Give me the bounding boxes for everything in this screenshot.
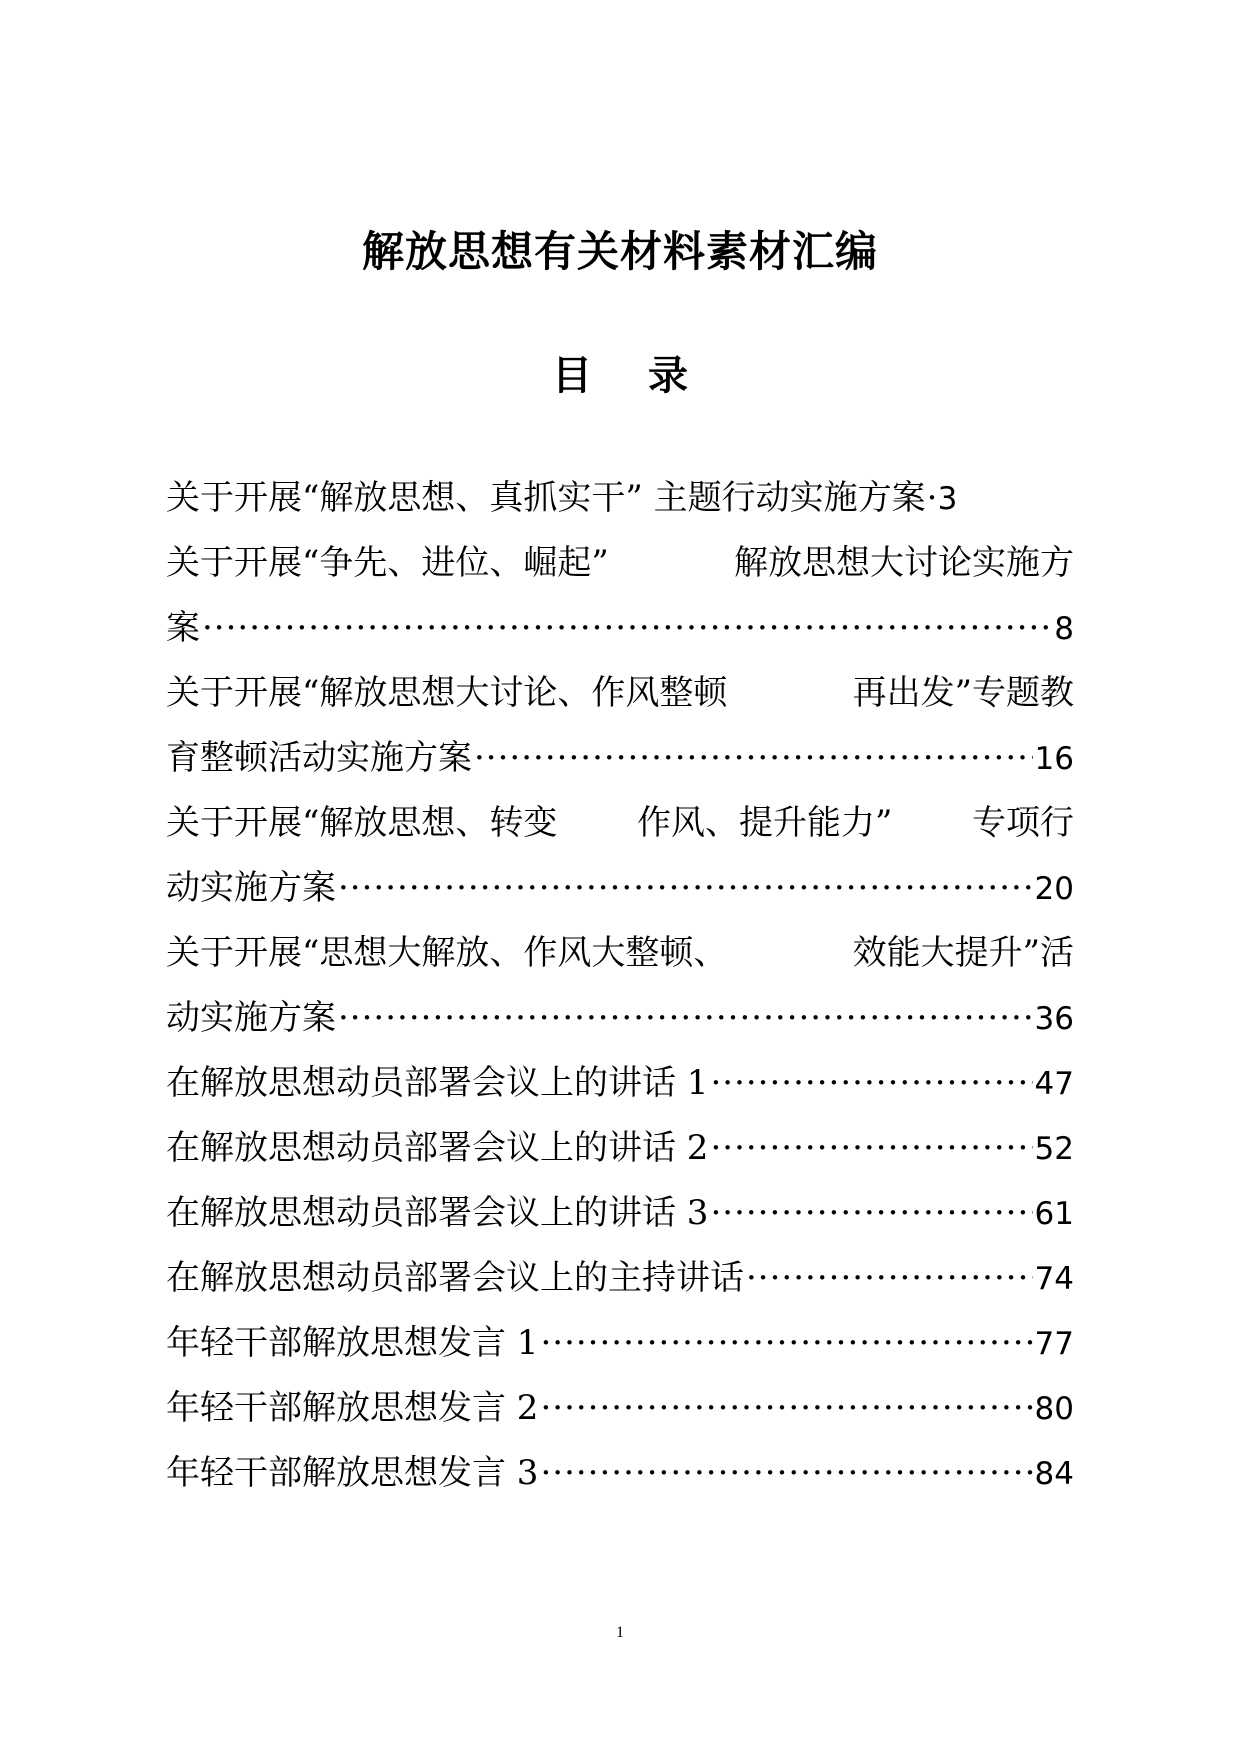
dot-leader: [927, 466, 937, 531]
toc-entry-page: 84: [1034, 1456, 1074, 1492]
toc-entry-page: 16: [1034, 741, 1074, 777]
toc-entry-page: 77: [1034, 1326, 1074, 1362]
toc-entry-title-part: 专项行: [972, 803, 1074, 843]
toc-entry-page: 36: [1034, 1001, 1074, 1037]
toc-entry-3[interactable]: [166, 661, 1074, 726]
dot-leader: [540, 1376, 1032, 1441]
toc-entry-title-part: 关于开展“思想大解放、作风大整顿、: [166, 933, 728, 973]
dot-leader: [338, 986, 1033, 1051]
toc-entry-1[interactable]: [166, 466, 1074, 531]
toc-entry-4[interactable]: [166, 791, 1074, 856]
toc-entry-7[interactable]: [166, 1116, 1074, 1181]
toc-entry-page: 47: [1034, 1066, 1074, 1102]
dot-leader: [202, 596, 1052, 661]
toc-entry-page: 74: [1034, 1261, 1074, 1297]
toc-entry-title: 在解放思想动员部署会议上的讲话 1: [166, 1063, 709, 1103]
dot-leader: [338, 856, 1033, 921]
toc-entry-2[interactable]: [166, 531, 1074, 596]
toc-entry-title-part: 再出发”专题教: [852, 673, 1074, 713]
toc-entry-page: 20: [1034, 871, 1074, 907]
toc-entry-12[interactable]: [166, 1441, 1074, 1506]
toc-entry-page: 52: [1034, 1131, 1074, 1167]
dot-leader: [746, 1246, 1033, 1311]
toc-entry-title: 年轻干部解放思想发言 1: [166, 1323, 539, 1363]
toc-entry-11[interactable]: [166, 1376, 1074, 1441]
toc-entry-page: 80: [1034, 1391, 1074, 1427]
toc-entry-10[interactable]: [166, 1311, 1074, 1376]
toc-entry-page: 3: [937, 481, 958, 517]
dot-leader: [474, 726, 1033, 791]
toc-entry-3-continued[interactable]: [166, 726, 1074, 791]
toc-entry-9[interactable]: [166, 1246, 1074, 1311]
toc-heading-char-2: 录: [648, 352, 688, 399]
table-of-contents: [166, 466, 1074, 1506]
toc-entry-page: 61: [1034, 1196, 1074, 1232]
toc-entry-title: 年轻干部解放思想发言 2: [166, 1388, 539, 1428]
toc-entry-title-part: 关于开展“解放思想、转变: [166, 803, 558, 843]
toc-entry-title-part: 关于开展“争先、进位、崛起”: [166, 543, 609, 583]
dot-leader: [540, 1311, 1032, 1376]
toc-entry-title: 年轻干部解放思想发言 3: [166, 1453, 539, 1493]
toc-entry-title-part: 作风、提升能力”: [637, 803, 893, 843]
dot-leader: [540, 1441, 1032, 1506]
dot-leader: [710, 1116, 1032, 1181]
toc-entry-page: 8: [1054, 611, 1074, 647]
toc-entry-title-cont: 动实施方案: [166, 998, 336, 1038]
toc-entry-5-continued[interactable]: [166, 986, 1074, 1051]
toc-entry-title: 在解放思想动员部署会议上的讲话 2: [166, 1128, 709, 1168]
toc-heading-char-1: 目: [552, 352, 592, 399]
toc-entry-title-part: 关于开展“解放思想大讨论、作风整顿: [166, 673, 728, 713]
toc-entry-title-cont: 动实施方案: [166, 868, 336, 908]
dot-leader: [710, 1051, 1032, 1116]
toc-entry-2-continued[interactable]: [166, 596, 1074, 661]
toc-entry-4-continued[interactable]: [166, 856, 1074, 921]
toc-entry-title-cont: 案: [166, 608, 200, 648]
toc-entry-title-part: 效能大提升”活: [852, 933, 1074, 973]
toc-entry-6[interactable]: [166, 1051, 1074, 1116]
toc-entry-title-part: 解放思想大讨论实施方: [734, 543, 1074, 583]
toc-entry-title: 在解放思想动员部署会议上的主持讲话: [166, 1258, 744, 1298]
toc-entry-5[interactable]: [166, 921, 1074, 986]
document-title: 解放思想有关材料素材汇编: [361, 227, 878, 276]
dot-leader: [710, 1181, 1032, 1246]
toc-entry-title-cont: 育整顿活动实施方案: [166, 738, 472, 778]
toc-entry-title: 在解放思想动员部署会议上的讲话 3: [166, 1193, 709, 1233]
toc-heading: [0, 346, 1240, 406]
toc-entry-title: 关于开展“解放思想、真抓实干” 主题行动实施方案: [166, 478, 926, 518]
page-number: 1: [616, 1624, 624, 1641]
toc-entry-8[interactable]: [166, 1181, 1074, 1246]
